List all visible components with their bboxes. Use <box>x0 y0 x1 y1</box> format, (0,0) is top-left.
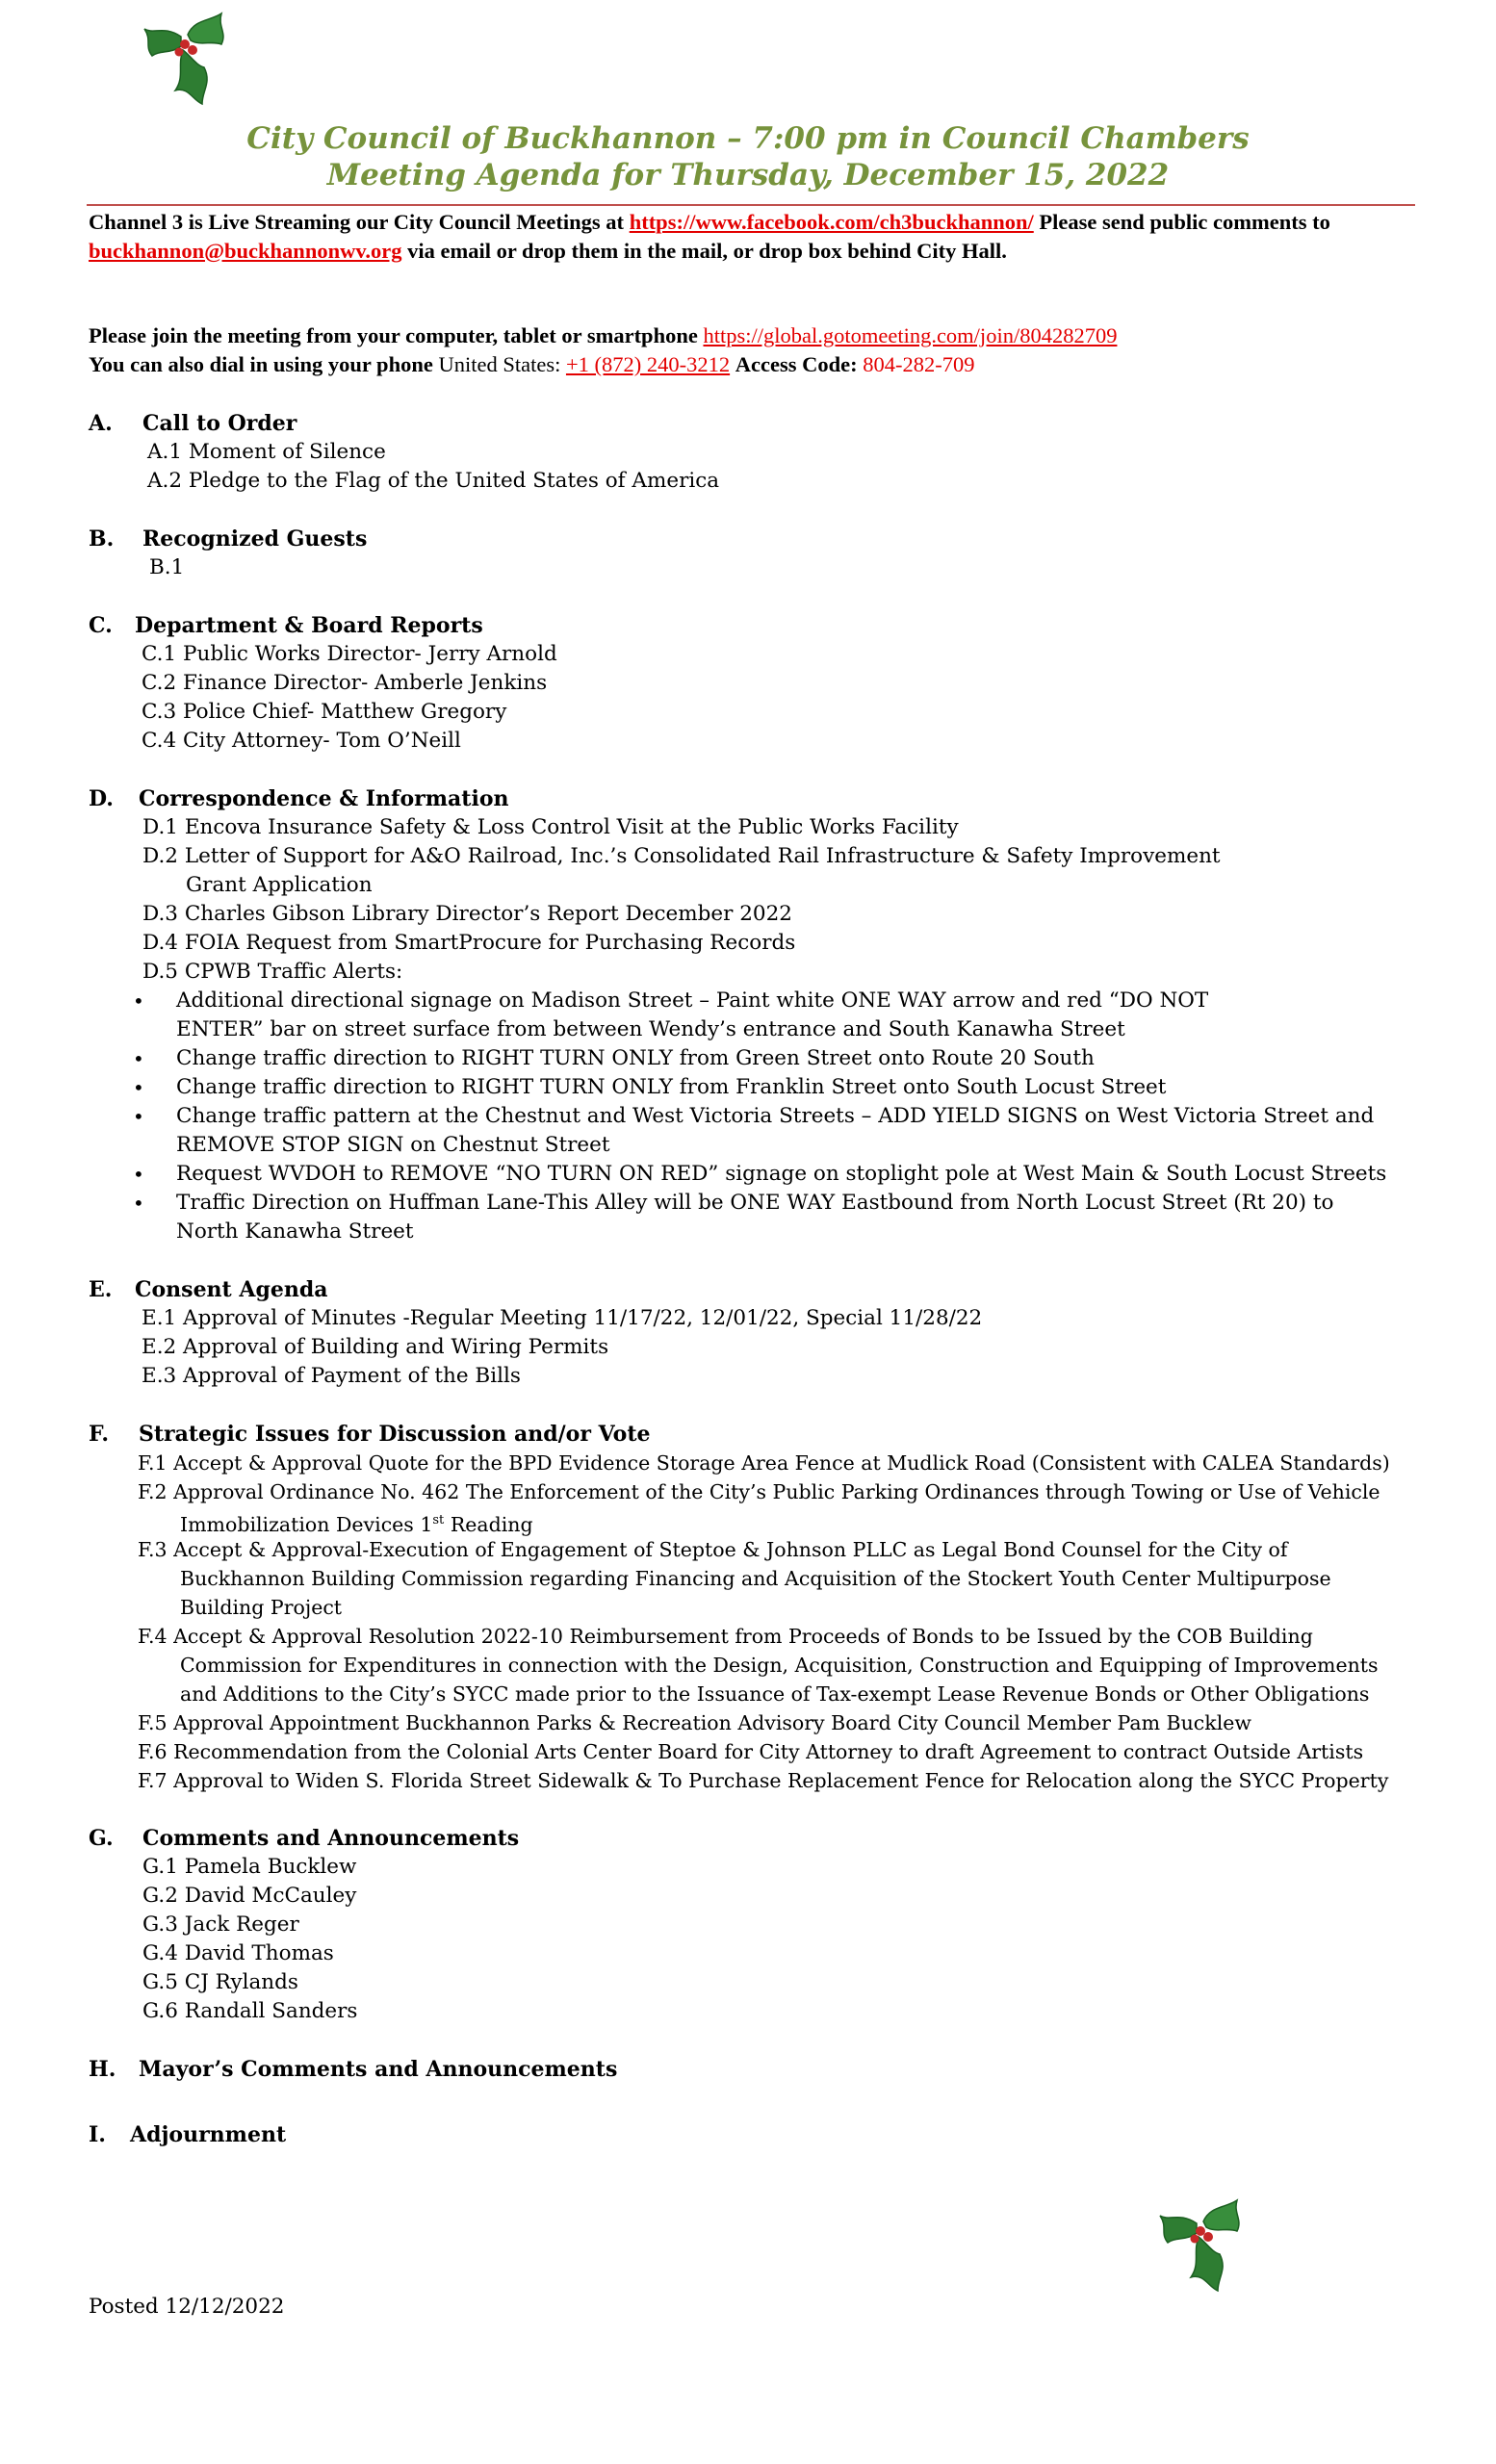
agenda-item: C.3 Police Chief- Matthew Gregory <box>142 700 507 724</box>
agenda-item: F.2 Approval Ordinance No. 462 The Enforcement of the City’s Public Parking Ordinances through Towing or Use of Vehicle <box>138 1480 1380 1503</box>
bullet-icon: • <box>133 1192 144 1215</box>
traffic-alert-item: Traffic Direction on Huffman Lane-This Alley will be ONE WAY Eastbound from North Locust Street (Rt 20) to <box>176 1191 1334 1215</box>
agenda-item: G.2 David McCauley <box>142 1884 357 1908</box>
agenda-item: G.1 Pamela Bucklew <box>142 1855 357 1879</box>
agenda-item: F.1 Accept & Approval Quote for the BPD Evidence Storage Area Fence at Mudlick Road (Consistent with CALEA Standards) <box>138 1451 1390 1475</box>
page-subtitle: Meeting Agenda for Thursday, December 15, 2022 <box>326 158 1170 192</box>
comments-text-end: via email or drop them in the mail, or drop box behind City Hall. <box>401 238 1007 263</box>
section-title: Department & Board Reports <box>135 613 483 638</box>
agenda-item: D.4 FOIA Request from SmartProcure for Purchasing Records <box>142 931 796 955</box>
section-letter: A. <box>89 411 113 436</box>
posted-date: Posted 12/12/2022 <box>89 2295 285 2319</box>
agenda-item: G.3 Jack Reger <box>142 1912 299 1937</box>
traffic-alert-item: Additional directional signage on Madison Street – Paint white ONE WAY arrow and red “DO NOT <box>176 988 1209 1013</box>
section-letter: D. <box>89 786 114 811</box>
agenda-item: G.5 CJ Rylands <box>142 1970 298 1994</box>
bullet-icon: • <box>133 1105 144 1128</box>
section-letter: I. <box>89 2122 106 2147</box>
traffic-alert-item: Request WVDOH to REMOVE “NO TURN ON RED” signage on stoplight pole at West Main & South Locust Streets <box>176 1162 1387 1186</box>
agenda-item: G.6 Randall Sanders <box>142 1999 358 2023</box>
agenda-item-continued: Building Project <box>180 1596 343 1619</box>
traffic-alert-continued: REMOVE STOP SIGN on Chestnut Street <box>176 1133 610 1157</box>
agenda-item: A.1 Moment of Silence <box>147 440 386 464</box>
section-title: Mayor’s Comments and Announcements <box>139 2057 618 2082</box>
bullet-icon: • <box>133 989 144 1013</box>
agenda-item: A.2 Pledge to the Flag of the United States of America <box>147 469 720 493</box>
dial-country: United States: <box>438 352 566 376</box>
agenda-item: D.2 Letter of Support for A&O Railroad, Inc.’s Consolidated Rail Infrastructure & Safety Improvement <box>142 844 1221 868</box>
section-letter: F. <box>89 1422 110 1447</box>
bullet-icon: • <box>133 1047 144 1070</box>
agenda-item: C.2 Finance Director- Amberle Jenkins <box>142 671 548 695</box>
title-divider <box>87 204 1415 206</box>
agenda-item: B.1 <box>149 555 185 579</box>
section-title: Recognized Guests <box>142 526 368 552</box>
holly-icon <box>1150 2194 1247 2300</box>
section-title: Call to Order <box>142 411 297 436</box>
traffic-alert-item: Change traffic pattern at the Chestnut and West Victoria Streets – ADD YIELD SIGNS on West Victoria Street and <box>176 1104 1375 1128</box>
dial-notice <box>89 350 1417 379</box>
streaming-notice <box>89 208 1417 265</box>
section-title: Correspondence & Information <box>139 786 509 811</box>
agenda-item-continued: Commission for Expenditures in connection with the Design, Acquisition, Construction and Equipping of Improvements <box>180 1654 1379 1677</box>
traffic-alert-continued: ENTER” bar on street surface from between Wendy’s entrance and South Kanawha Street <box>176 1017 1125 1041</box>
section-title: Adjournment <box>130 2122 287 2147</box>
agenda-item-continued: Buckhannon Building Commission regarding Financing and Acquisition of the Stockert Youth Center Multipurpose <box>180 1567 1331 1590</box>
access-code: 804-282-709 <box>863 352 975 376</box>
reading-text: Immobilization Devices 1 <box>180 1512 433 1536</box>
agenda-item: C.1 Public Works Director- Jerry Arnold <box>142 642 557 666</box>
agenda-item: F.3 Accept & Approval-Execution of Engagement of Steptoe & Johnson PLLC as Legal Bond Counsel for the City of <box>138 1538 1288 1561</box>
section-letter: H. <box>89 2057 116 2082</box>
agenda-item: F.4 Accept & Approval Resolution 2022-10 Reimbursement from Proceeds of Bonds to be Issued by the COB Building <box>138 1625 1313 1648</box>
join-notice <box>89 321 1417 350</box>
join-text: Please join the meeting from your computer, tablet or smartphone <box>89 323 704 347</box>
bullet-icon: • <box>133 1076 144 1099</box>
ordinal-suffix: st <box>432 1513 445 1527</box>
traffic-alert-item: Change traffic direction to RIGHT TURN ONLY from Franklin Street onto South Locust Street <box>176 1075 1167 1099</box>
section-letter: G. <box>89 1826 114 1851</box>
agenda-item: F.6 Recommendation from the Colonial Arts Center Board for City Attorney to draft Agreement to contract Outside Artists <box>138 1740 1364 1763</box>
agenda-item-continued <box>180 1506 533 1539</box>
section-letter: C. <box>89 613 113 638</box>
page-title: City Council of Buckhannon – 7:00 pm in Council Chambers <box>246 121 1250 156</box>
section-letter: E. <box>89 1277 113 1302</box>
access-code-label: Access Code: <box>735 352 864 376</box>
traffic-alert-continued: North Kanawha Street <box>176 1219 414 1244</box>
bullet-icon: • <box>133 1163 144 1186</box>
phone-link[interactable]: +1 (872) 240-3212 <box>565 352 731 376</box>
comments-text: Please send public comments to <box>1033 210 1330 234</box>
streaming-text: Channel 3 is Live Streaming our City Council Meetings at <box>89 210 630 234</box>
section-title: Comments and Announcements <box>142 1826 520 1851</box>
agenda-item: G.4 David Thomas <box>142 1941 334 1965</box>
gotomeeting-link[interactable]: https://global.gotomeeting.com/join/804282709 <box>703 323 1118 347</box>
agenda-item: E.2 Approval of Building and Wiring Permits <box>142 1335 609 1359</box>
email-link[interactable]: buckhannon@buckhannonwv.org <box>89 238 402 263</box>
agenda-item-continued: Grant Application <box>186 873 373 897</box>
agenda-item: E.3 Approval of Payment of the Bills <box>142 1364 521 1388</box>
agenda-item: D.1 Encova Insurance Safety & Loss Control Visit at the Public Works Facility <box>142 815 959 839</box>
agenda-item-continued: and Additions to the City’s SYCC made prior to the Issuance of Tax-exempt Lease Revenue Bonds or Other Obligations <box>180 1682 1370 1706</box>
dial-text: You can also dial in using your phone <box>89 352 439 376</box>
facebook-link[interactable]: https://www.facebook.com/ch3buckhannon/ <box>629 210 1034 234</box>
reading-label: Reading <box>444 1512 533 1536</box>
agenda-item: D.3 Charles Gibson Library Director’s Report December 2022 <box>142 902 792 926</box>
agenda-item: C.4 City Attorney- Tom O’Neill <box>142 729 461 753</box>
agenda-item: F.7 Approval to Widen S. Florida Street Sidewalk & To Purchase Replacement Fence for Relocation along the SYCC Property <box>138 1769 1389 1792</box>
section-title: Consent Agenda <box>135 1277 328 1302</box>
agenda-item: E.1 Approval of Minutes -Regular Meeting 11/17/22, 12/01/22, Special 11/28/22 <box>142 1306 983 1330</box>
agenda-item: F.5 Approval Appointment Buckhannon Parks & Recreation Advisory Board City Council Member Pam Bucklew <box>138 1711 1251 1734</box>
section-title: Strategic Issues for Discussion and/or Vote <box>139 1422 651 1447</box>
agenda-item: D.5 CPWB Traffic Alerts: <box>142 960 403 984</box>
section-letter: B. <box>89 526 115 552</box>
traffic-alert-item: Change traffic direction to RIGHT TURN ONLY from Green Street onto Route 20 South <box>176 1046 1095 1070</box>
holly-icon <box>135 8 231 114</box>
